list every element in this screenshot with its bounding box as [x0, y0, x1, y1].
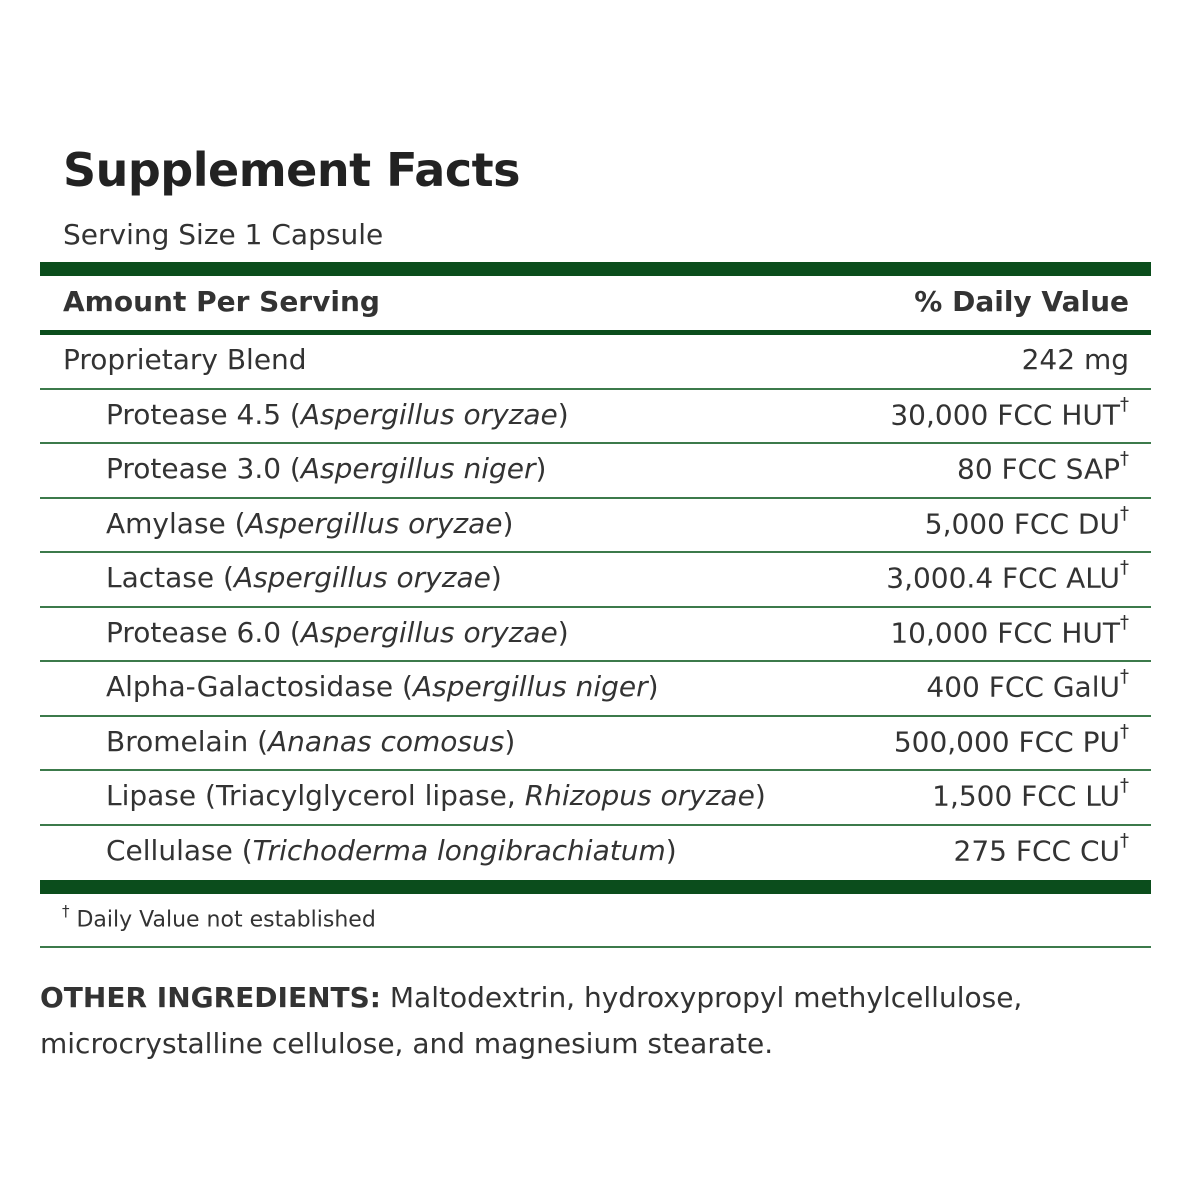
panel-title: Supplement Facts	[63, 143, 520, 197]
table-row	[40, 553, 1151, 608]
ingredient-label: Protease 4.5 (	[106, 397, 301, 431]
dagger-mark: †	[1120, 557, 1129, 578]
ingredient-label: Alpha-Galactosidase (	[106, 670, 413, 703]
top-thick-rule	[40, 262, 1151, 276]
ingredient-label: Lipase (Triacylglycerol lipase,	[106, 779, 525, 812]
footnote	[62, 904, 376, 932]
ingredient-source: Aspergillus oryzae	[233, 561, 491, 594]
ingredient-amount-value: 80 FCC SAP	[957, 452, 1120, 486]
amount-per-serving-heading: Amount Per Serving	[63, 285, 380, 318]
ingredient-amount-value: 400 FCC GalU	[926, 670, 1120, 704]
ingredient-name	[106, 452, 546, 485]
ingredient-name	[106, 779, 766, 812]
ingredient-source: Rhizopus oryzae	[524, 779, 755, 812]
ingredient-source: Trichoderma longibrachiatum	[252, 833, 666, 867]
ingredient-amount-value: 5,000 FCC DU	[924, 506, 1120, 540]
ingredient-label: Protease 3.0 (	[106, 452, 301, 485]
ingredient-amount-value: 3,000.4 FCC ALU	[886, 561, 1120, 595]
dagger-mark: †	[1120, 829, 1129, 851]
ingredient-suffix: )	[754, 779, 766, 812]
ingredient-amount	[886, 557, 1129, 595]
ingredient-suffix: )	[557, 615, 569, 649]
table-row	[40, 717, 1151, 772]
ingredient-source: Aspergillus oryzae	[300, 615, 558, 649]
ingredient-label: Amylase (	[106, 506, 246, 540]
ingredient-suffix: )	[665, 833, 677, 867]
table-row-proprietary-blend	[40, 335, 1151, 390]
other-ingredients-text: Maltodextrin, hydroxypropyl methylcellulose, microcrystalline cellulose, and magnesium stearate.	[40, 981, 1023, 1060]
dagger-mark: †	[1120, 666, 1129, 687]
ingredient-suffix: )	[502, 506, 514, 540]
dagger-mark: †	[1120, 502, 1129, 524]
table-row	[40, 826, 1151, 881]
table-row	[40, 771, 1151, 826]
blend-amount: 242 mg	[1021, 343, 1129, 376]
dagger-mark: †	[1120, 448, 1129, 469]
ingredient-amount	[924, 502, 1129, 540]
serving-size: Serving Size 1 Capsule	[63, 218, 384, 251]
table-row	[40, 662, 1151, 717]
table-row	[40, 608, 1151, 663]
ingredient-suffix: )	[647, 670, 659, 703]
ingredient-amount-value: 10,000 FCC HUT	[890, 615, 1120, 649]
ingredient-name	[106, 398, 569, 431]
ingredient-amount-value: 500,000 FCC PU	[893, 724, 1120, 758]
ingredient-name	[106, 507, 513, 540]
ingredient-source: Aspergillus oryzae	[245, 506, 503, 540]
ingredient-label: Bromelain (	[106, 724, 269, 758]
table-header	[40, 276, 1151, 330]
ingredient-name	[106, 670, 659, 703]
ingredient-amount	[893, 720, 1129, 758]
dagger-mark: †	[1120, 393, 1129, 415]
dagger-mark: †	[1120, 775, 1129, 796]
table-row	[40, 444, 1151, 499]
ingredient-source: Ananas comosus	[268, 724, 505, 758]
blend-name: Proprietary Blend	[63, 343, 307, 376]
ingredient-name	[106, 561, 502, 594]
facts-table	[40, 335, 1151, 880]
other-ingredients-label: OTHER INGREDIENTS:	[40, 981, 381, 1014]
ingredient-source: Aspergillus niger	[412, 670, 648, 703]
table-row	[40, 390, 1151, 445]
ingredient-name	[106, 834, 677, 867]
ingredient-source: Aspergillus niger	[300, 452, 536, 485]
table-row	[40, 499, 1151, 554]
ingredient-amount	[890, 393, 1129, 431]
ingredient-amount	[926, 666, 1129, 704]
ingredient-suffix: )	[535, 452, 547, 485]
footnote-text: Daily Value not established	[69, 907, 376, 933]
ingredient-suffix: )	[557, 397, 569, 431]
ingredient-source: Aspergillus oryzae	[300, 397, 558, 431]
ingredient-label: Cellulase (	[106, 833, 253, 867]
ingredient-label: Protease 6.0 (	[106, 615, 301, 649]
footnote-mark: †	[62, 902, 70, 920]
ingredient-amount	[890, 611, 1129, 649]
footnote-rule	[40, 946, 1151, 948]
ingredient-suffix: )	[490, 561, 502, 594]
ingredient-amount	[932, 775, 1129, 813]
ingredient-name	[106, 616, 569, 649]
ingredient-label: Lactase (	[106, 561, 234, 594]
ingredient-name	[106, 725, 515, 758]
other-ingredients	[40, 975, 1140, 1067]
ingredient-amount-value: 30,000 FCC HUT	[890, 397, 1120, 431]
bottom-thick-rule	[40, 880, 1151, 894]
ingredient-amount-value: 275 FCC CU	[953, 833, 1120, 867]
dagger-mark: †	[1120, 720, 1129, 742]
ingredient-amount-value: 1,500 FCC LU	[932, 779, 1120, 813]
ingredient-suffix: )	[504, 724, 516, 758]
daily-value-heading: % Daily Value	[914, 285, 1129, 318]
ingredient-amount	[957, 448, 1129, 486]
ingredient-amount	[953, 829, 1130, 867]
dagger-mark: †	[1120, 611, 1129, 633]
